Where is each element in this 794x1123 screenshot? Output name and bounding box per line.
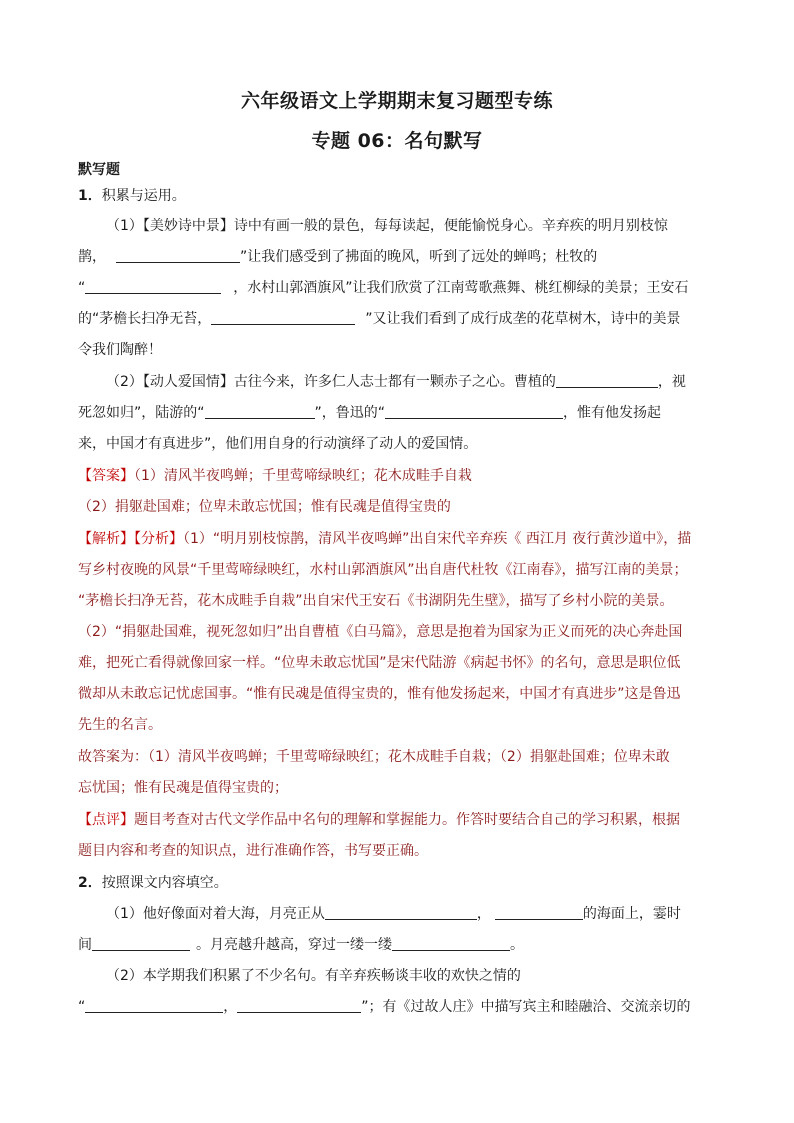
- section-heading: 默写题: [78, 162, 120, 178]
- text-segment: “: [78, 280, 86, 296]
- analysis-line8: 故答案为：（1）清风半夜鸣蝉；千里莺啼绿映红；花木成畦手自栽；（2）捐躯赴国难；位卑未敢: [78, 749, 670, 765]
- q1-part2-line2: [78, 403, 661, 423]
- question-text: 按照课文内容填空。: [101, 875, 228, 891]
- answer-line2: （2）捐躯赴国难；位卑未敢忘忧国；惟有民魂是值得宝贵的: [78, 499, 451, 515]
- q1-part1-line2: [78, 247, 597, 267]
- text-segment: 间: [78, 937, 92, 953]
- text-segment: ，惟有他发扬起: [563, 405, 662, 421]
- q2-part1-line1: [106, 904, 681, 924]
- q2-part2-line2: [78, 997, 691, 1017]
- q1-part2-line1: [106, 372, 686, 392]
- text-segment: （1）他好像面对着大海，月亮正从: [106, 906, 325, 922]
- text-segment: ，视: [657, 374, 686, 390]
- q1-part1-line3: [78, 278, 689, 298]
- q2-part2-line1: （2）本学期我们积累了不少名句。有辛弃疾畅谈丰收的欢快之情的: [106, 968, 521, 984]
- answer-blank[interactable]: [92, 936, 190, 951]
- answer-blank[interactable]: [385, 404, 563, 419]
- answer-blank[interactable]: [392, 936, 510, 951]
- analysis-line2: 写乡村夜晚的风景“千里莺啼绿映红，水村山郭酒旗风”出自唐代杜牧《江南春》，描写江南的美景；: [78, 562, 688, 578]
- text-segment: 的“茅檐长扫净无苔，: [78, 311, 212, 327]
- comment-tag: 【点评】: [78, 812, 134, 828]
- answer-blank[interactable]: [237, 998, 361, 1013]
- answer-text: （1）清风半夜鸣蝉；千里莺啼绿映红；花木成畦手自栽: [134, 468, 472, 484]
- answer-line1: [78, 466, 472, 486]
- q1-part1-line5: 令我们陶醉！: [78, 342, 162, 358]
- answer-blank[interactable]: [211, 310, 355, 325]
- text-segment: 。: [510, 937, 524, 953]
- text-segment: （2）【动人爱国情】古往今来，许多仁人志士都有一颗赤子之心。曹植的: [106, 374, 556, 390]
- question-number: 1．: [78, 188, 102, 204]
- page-subtitle: 专题 06：名句默写: [311, 130, 483, 152]
- text-segment: ”让我们感受到了拂面的晚风，听到了远处的蝉鸣；杜牧的: [240, 249, 598, 265]
- answer-tag: 【答案】: [78, 468, 134, 484]
- q2-part1-line2: [78, 935, 524, 955]
- question-text: 积累与运用。: [101, 188, 186, 204]
- analysis-line1: [78, 529, 691, 549]
- comment-line2: 题目内容和考查的知识点，进行准确作答，书写要正确。: [78, 843, 428, 859]
- analysis-line5: 难，把死亡看得就像回家一样。“位卑未敢忘忧国”是宋代陆游《病起书怀》的名句，意思是职位低: [78, 655, 681, 671]
- question-number: 2．: [78, 875, 102, 891]
- q1-part1-line1: （1）【美妙诗中景】诗中有画一般的景色，每每读起，便能愉悦身心。辛弃疾的明月别枝惊: [106, 218, 668, 234]
- analysis-tag: 【解析】【分析】: [78, 531, 183, 547]
- analysis-line3: “茅檐长扫净无苔，花木成畦手自栽”出自宋代王安石《书湖阴先生壁》，描写了乡村小院的美景。: [78, 593, 674, 609]
- text-segment: ”又让我们看到了成行成垄的花草树木，诗中的美景: [365, 311, 681, 327]
- question-2-title: [78, 873, 228, 893]
- text-segment: ，: [476, 906, 491, 922]
- answer-blank[interactable]: [205, 404, 315, 419]
- q1-part2-line3: 来，中国才有真进步”，他们用自身的行动演绎了动人的爱国情。: [78, 436, 478, 452]
- comment-text: 题目考查对古代文学作品中名句的理解和掌握能力。作答时要结合自己的学习积累，根据: [134, 812, 680, 828]
- answer-blank[interactable]: [556, 373, 658, 388]
- text-segment: 。月亮越升越高，穿过一缕一缕: [196, 937, 392, 953]
- answer-blank[interactable]: [325, 905, 477, 920]
- answer-blank[interactable]: [116, 248, 240, 263]
- comment-line1: [78, 810, 680, 830]
- text-segment: ”；有《过故人庄》中描写宾主和睦融洽、交流亲切的: [361, 999, 691, 1015]
- answer-blank[interactable]: [495, 905, 583, 920]
- analysis-line9: 忘忧国；惟有民魂是值得宝贵的；: [78, 780, 288, 796]
- text-segment: “: [78, 999, 86, 1015]
- analysis-text: （1）“明月别枝惊鹊，清风半夜鸣蝉”出自宋代辛弃疾《 西江月 夜行黄沙道中》，描: [183, 531, 692, 547]
- answer-blank[interactable]: [85, 998, 223, 1013]
- text-segment: ”，鲁迅的“: [314, 405, 386, 421]
- analysis-line6: 微却从未敢忘记忧虑国事。“惟有民魂是值得宝贵的，惟有他发扬起来，中国才有真进步”这是鲁迅: [78, 686, 681, 702]
- answer-blank[interactable]: [85, 279, 221, 294]
- q1-part1-line4: [78, 309, 681, 329]
- text-segment: ，: [223, 999, 238, 1015]
- text-segment: ，水村山郭酒旗风”让我们欣赏了江南莺歌燕舞、桃红柳绿的美景；王安石: [233, 280, 689, 296]
- page-title: 六年级语文上学期期末复习题型专练: [240, 90, 553, 112]
- analysis-line7: 先生的名言。: [78, 717, 162, 733]
- question-1-title: [78, 186, 186, 206]
- text-segment: 鹊，: [78, 249, 106, 265]
- text-segment: 的海面上，霎时: [582, 906, 681, 922]
- analysis-line4: （2）“捐躯赴国难，视死忽如归”出自曹植《白马篇》，意思是抱着为国家为正义而死的决心奔赴国: [78, 624, 683, 640]
- text-segment: 死忽如归”，陆游的“: [78, 405, 205, 421]
